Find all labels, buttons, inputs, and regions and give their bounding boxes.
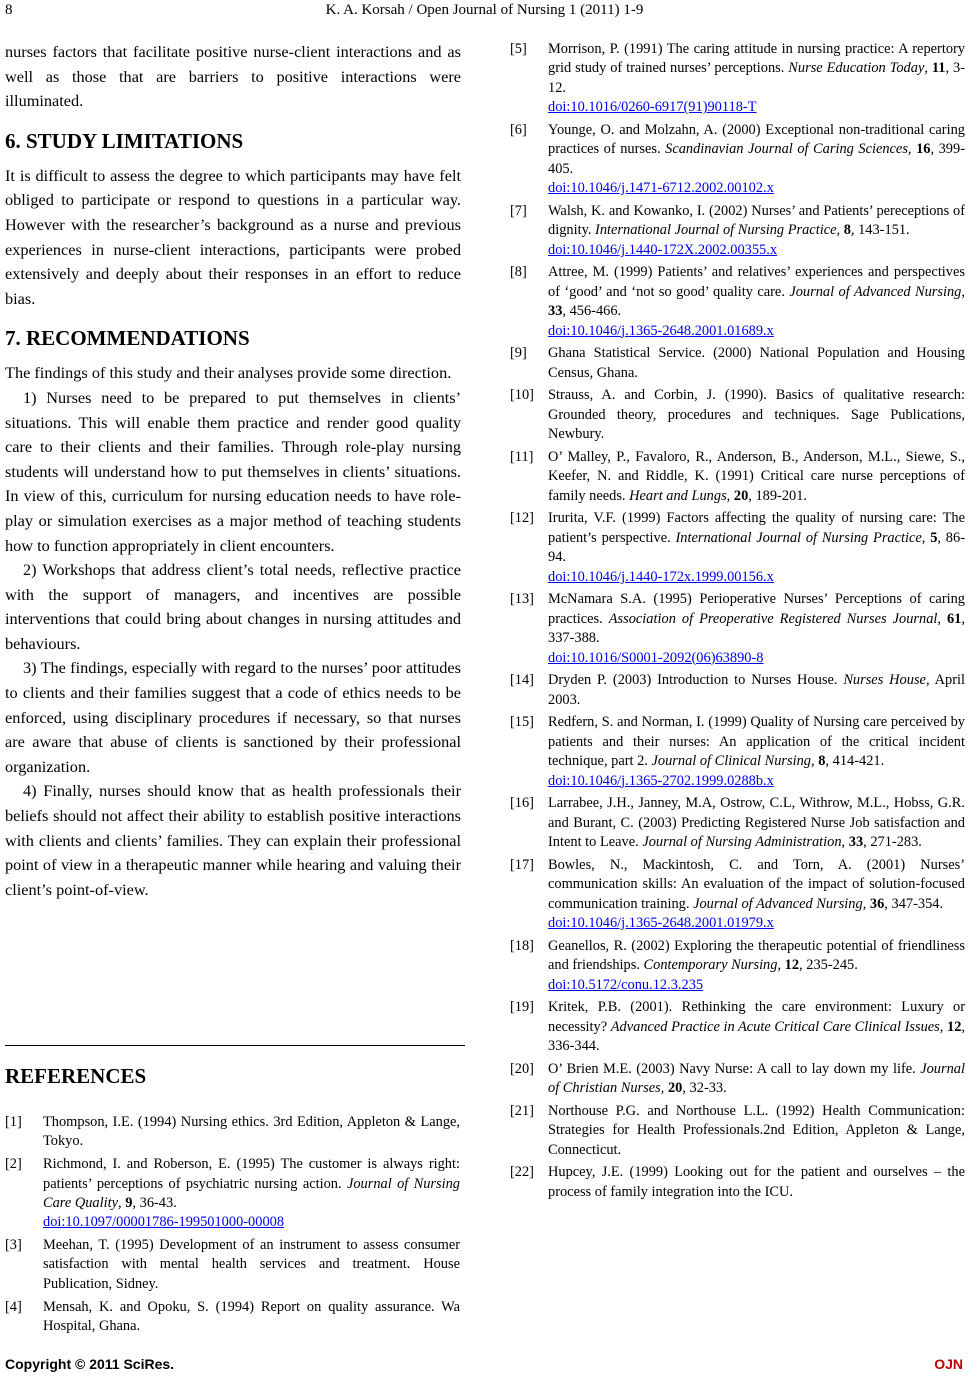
reference-pages: , 36-43. — [132, 1194, 177, 1211]
reference-number: [3] — [5, 1237, 22, 1254]
reference-volume: 20 — [667, 1080, 683, 1097]
reference-text: Walsh, K. and Kowanko, I. (2002) Nurses’ and Patients’ pereceptions of dignity. International Journal of Nursing Practice, 8, 143-151. doi:10.1046/j.1440-172X.2002.00355.x — [548, 202, 965, 258]
reference-number: [6] — [510, 121, 527, 138]
reference-text: Geanellos, R. (2002) Exploring the therapeutic potential of friendliness and friendships. Contemporary Nursing, 12, 235-245. doi:10.5172/conu.12.3.235 — [548, 937, 965, 993]
reference-journal: Association of Preoperative Registered Nurses Journal — [608, 610, 938, 627]
reference-number: [12] — [510, 510, 534, 527]
reference-item — [510, 1060, 965, 1099]
reference-journal: Advanced Practice in Acute Critical Care Clinical Issues — [610, 1018, 940, 1035]
reference-number: [7] — [510, 202, 527, 219]
reference-volume: 33 — [548, 303, 563, 320]
reference-item — [510, 856, 965, 934]
doi-link[interactable]: doi:10.1046/j.1365-2648.2001.01979.x — [548, 915, 774, 932]
reference-citation: Bowles, N., Mackintosh, C. and Torn, A. (2001) Nurses’ communication skills: An evaluation of the impact of solution-focused communication training. — [548, 856, 965, 912]
reference-item — [510, 202, 965, 260]
reference-number: [8] — [510, 264, 527, 281]
reference-text: Attree, M. (1999) Patients’ and relatives’ experiences and perspectives of ‘good’ and ‘not so good’ quality care. Journal of Advanced Nursing, 33, 456-466. doi:10.1046/j.1365-2648.2001.01689.x — [548, 264, 965, 339]
reference-citation: Ghana Statistical Service. (2000) National Population and Housing Census, Ghana. — [548, 345, 965, 381]
reference-item — [510, 121, 965, 199]
section-7-heading: 7. RECOMMENDATIONS — [5, 326, 250, 351]
reference-volume: 12 — [784, 957, 800, 974]
reference-text — [43, 1113, 460, 1152]
reference-text — [548, 671, 965, 710]
reference-item — [510, 448, 965, 506]
reference-number: [1] — [5, 1114, 22, 1130]
running-header — [0, 2, 969, 24]
reference-citation: Attree, M. (1999) Patients’ and relatives’ experiences and perspectives of ‘good’ and ‘not so good’ quality care. — [548, 264, 965, 300]
reference-text — [548, 344, 965, 383]
reference-text: Richmond, I. and Roberson, E. (1995) The customer is always right: patients’ perceptions of psychiatric nursing action. Journal of Nursing Care Quality, 9, 36-43. doi:10.1097/00001786-199501000-00008 — [43, 1156, 460, 1231]
reference-item — [510, 671, 965, 710]
reference-citation: Northouse P.G. and Northouse L.L. (1992) Health Communication: Strategies for Health Professionals.2nd Edition, Appleton & Lange, Connecticut. — [548, 1102, 965, 1158]
section-6-paragraph: It is difficult to assess the degree to which participants may have felt obliged to participate or respond to questions in a particular way. However with the researcher’s background as a nurse and previous experiences in nurse-client interactions, participants were probed extensively and deeply about their responses in an effort to reduce bias. — [5, 165, 461, 308]
reference-number: [15] — [510, 714, 534, 731]
reference-volume: 20 — [733, 487, 749, 504]
page-footer — [0, 1356, 969, 1378]
reference-pages: , 456-466. — [562, 303, 622, 320]
reference-volume: 9 — [125, 1194, 133, 1211]
reference-item — [510, 937, 965, 995]
reference-text: McNamara S.A. (1995) Perioperative Nurses’ Perceptions of caring practices. Association of Preoperative Registered Nurses Journal, 61, 337-388. doi:10.1016/S0001-2092(06)63890-8 — [548, 591, 965, 666]
reference-journal: Journal of Advanced Nursing — [693, 895, 863, 912]
reference-item — [5, 1236, 460, 1294]
reference-journal: International Journal of Nursing Practice — [595, 222, 837, 239]
reference-text — [548, 386, 965, 444]
reference-journal: Scandinavian Journal of Caring Sciences — [665, 141, 908, 158]
doi-link[interactable]: doi:10.1016/S0001-2092(06)63890-8 — [548, 649, 764, 666]
section-7-intro: The findings of this study and their analyses provide some direction. — [5, 363, 452, 383]
reference-journal: Nurses House — [843, 672, 926, 689]
reference-item — [5, 1298, 460, 1337]
reference-text: Bowles, N., Mackintosh, C. and Torn, A. (2001) Nurses’ communication skills: An evaluation of the impact of solution-focused communication training. Journal of Advanced Nursing, 36, 347-354. doi:10.1046/j.1365-2648.2001.01979.x — [548, 856, 965, 932]
reference-citation: O’ Malley, P., Favaloro, R., Anderson, B., Anderson, M.L., Siewe, S., Keefer, N. and Riddle, K. (1991) Critical care nurse perceptions of family needs. — [548, 448, 965, 504]
reference-number: [16] — [510, 795, 534, 812]
reference-citation: Larrabee, J.H., Janney, M.A, Ostrow, C.L, Withrow, M.L., Hobss, G.R. and Burant, C. (2003) Predicting Registered Nurse Job satisfaction and Intent to Leave. — [548, 795, 965, 851]
reference-citation: Strauss, A. and Corbin, J. (1990). Basics of qualitative research: Grounded theory, procedures and techniques. Sage Publications, Newbury. — [548, 387, 965, 443]
reference-item — [510, 590, 965, 668]
references-list-right — [510, 40, 965, 1206]
reference-number: [10] — [510, 387, 534, 404]
reference-citation: Thompson, I.E. (1994) Nursing ethics. 3rd Edition, Appleton & Lange, Tokyo. — [43, 1114, 460, 1150]
reference-journal: Nurse Education Today — [788, 60, 925, 77]
reference-text — [548, 1163, 965, 1202]
reference-number: [18] — [510, 937, 534, 954]
reference-number: [21] — [510, 1102, 534, 1119]
reference-pages: , 86-94. — [548, 529, 965, 566]
reference-journal: Journal of Nursing Administration — [642, 834, 842, 851]
reference-volume: 8 — [818, 753, 826, 770]
reference-text: Kritek, P.B. (2001). Rethinking the care environment: Luxury or necessity? Advanced Practice in Acute Critical Care Clinical Issues, 12, 336-344. — [548, 999, 965, 1055]
doi-link[interactable]: doi:10.1046/j.1440-172X.2002.00355.x — [548, 241, 778, 258]
reference-text: Redfern, S. and Norman, I. (1999) Quality of Nursing care perceived by patients and their nurses: An application of the critical incident technique, part 2. Journal of Clinical Nursing, 8, 414-421. doi:10.1046/j.1365-2702.1999.0288b.x — [548, 714, 965, 789]
reference-citation: Irurita, V.F. (1999) Factors affecting the quality of nursing care: The patient’s perspective. — [548, 510, 965, 546]
reference-volume: 5 — [930, 529, 938, 546]
reference-pages: , 399-405. — [548, 141, 965, 177]
reference-volume: 33 — [848, 834, 864, 851]
doi-link[interactable]: doi:10.1046/j.1440-172x.1999.00156.x — [548, 568, 774, 585]
reference-volume: 12 — [947, 1018, 962, 1035]
journal-abbreviation: OJN — [934, 1356, 963, 1372]
reference-citation: McNamara S.A. (1995) Perioperative Nurses’ Perceptions of caring practices. — [548, 591, 965, 627]
left-column — [5, 40, 461, 902]
reference-volume: 11 — [931, 60, 946, 77]
reference-item — [510, 1163, 965, 1202]
reference-item — [510, 713, 965, 791]
reference-text: Irurita, V.F. (1999) Factors affecting the quality of nursing care: The patient’s perspective. International Journal of Nursing Practice, 5, 86-94. doi:10.1046/j.1440-172x.1999.00156.x — [548, 510, 965, 585]
reference-citation: Mensah, K. and Opoku, S. (1994) Report on quality assurance. Wa Hospital, Ghana. — [43, 1298, 460, 1334]
recommendation-1: 1) Nurses need to be prepared to put themselves in clients’ situations. This will enable them practice and render good quality care to their clients and their families. Through role-play nursing students will understand how to put themselves in clients’ situations. In view of this, curriculum for nursing education needs to have role-play or simulation exercises as a major method of teaching students how to function appropriately in client encounters. — [5, 387, 461, 555]
reference-pages: , 336-344. — [548, 1018, 965, 1055]
reference-citation: Meehan, T. (1995) Development of an instrument to assess consumer satisfaction with mental health services and treatment. House Publication, Sidney. — [43, 1237, 460, 1292]
reference-text: O’ Malley, P., Favaloro, R., Anderson, B., Anderson, M.L., Siewe, S., Keefer, N. and Riddle, K. (1991) Critical care nurse perceptions of family needs. Heart and Lungs, 20, 189-201. — [548, 448, 965, 504]
reference-citation: Richmond, I. and Roberson, E. (1995) The customer is always right: patients’ perceptions of psychiatric nursing action. — [43, 1156, 460, 1192]
reference-citation: Dryden P. (2003) Introduction to Nurses House. — [548, 672, 844, 689]
reference-text — [548, 1102, 965, 1160]
reference-citation: O’ Brien M.E. (2003) Navy Nurse: A call to lay down my life. — [548, 1060, 921, 1077]
references-list-left — [5, 1113, 460, 1340]
reference-volume: 8 — [843, 222, 851, 239]
reference-citation: Hupcey, J.E. (1999) Looking out for the patient and ourselves – the process of family integration into the ICU. — [548, 1164, 965, 1200]
reference-journal: Heart and Lungs — [629, 487, 727, 504]
reference-citation: Kritek, P.B. (2001). Rethinking the care environment: Luxury or necessity? — [548, 999, 965, 1035]
reference-number: [20] — [510, 1060, 534, 1077]
reference-item — [5, 1155, 460, 1233]
reference-text: Morrison, P. (1991) The caring attitude in nursing practice: A repertory grid study of trained nurses’ perceptions. Nurse Education Today, 11, 3-12. doi:10.1016/0260-6917(91)90118-T — [548, 41, 965, 116]
recommendation-4: 4) Finally, nurses should know that as health professionals their beliefs should not affect their ability to establish positive interactions with clients and clients’ families. They can explain their professional point of view in a therapeutic manner while hearing and valuing their client’s point-of-view. — [5, 781, 461, 899]
reference-number: [4] — [5, 1298, 22, 1315]
reference-citation: Geanellos, R. (2002) Exploring the therapeutic potential of friendliness and friendships. — [548, 937, 965, 974]
doi-link[interactable]: doi:10.1046/j.1365-2702.1999.0288b.x — [548, 772, 774, 789]
reference-pages: , 414-421. — [825, 753, 885, 770]
reference-pages: , 347-354. — [884, 895, 944, 912]
reference-text — [43, 1236, 460, 1294]
reference-item — [510, 509, 965, 587]
copyright-notice: Copyright © 2011 SciRes. — [5, 1356, 175, 1372]
reference-number: [5] — [510, 41, 527, 57]
reference-text: Larrabee, J.H., Janney, M.A, Ostrow, C.L, Withrow, M.L., Hobss, G.R. and Burant, C. (2003) Predicting Registered Nurse Job satisfaction and Intent to Leave. Journal of Nursing Administration, 33, 271-283. — [548, 795, 965, 851]
page-number: 8 — [5, 2, 13, 18]
reference-pages: , 143-151. — [850, 222, 910, 239]
reference-pages: , 189-201. — [748, 487, 808, 504]
reference-number: [9] — [510, 345, 527, 362]
reference-volume: 16 — [916, 141, 931, 158]
references-heading: REFERENCES — [5, 1064, 147, 1088]
reference-item — [510, 1102, 965, 1160]
intro-paragraph: nurses factors that facilitate positive nurse-client interactions and as well as those that are barriers to positive interactions were illuminated. — [5, 42, 461, 111]
reference-item — [510, 40, 965, 118]
reference-journal: Journal of Christian Nurses — [548, 1060, 965, 1097]
references-divider — [5, 1045, 465, 1046]
doi-link[interactable]: doi:10.1016/0260-6917(91)90118-T — [548, 99, 757, 116]
reference-item — [510, 794, 965, 852]
reference-journal: International Journal of Nursing Practice — [675, 529, 922, 546]
reference-journal: Journal of Nursing Care Quality — [43, 1175, 460, 1211]
reference-number: [19] — [510, 999, 534, 1016]
reference-pages: , April 2003. — [548, 672, 965, 708]
reference-pages: , 271-283. — [863, 834, 922, 851]
reference-item — [5, 1113, 460, 1152]
reference-pages: , 3-12. — [548, 60, 965, 96]
reference-number: [14] — [510, 672, 534, 689]
reference-item — [510, 344, 965, 383]
reference-number: [13] — [510, 591, 534, 608]
reference-item — [510, 998, 965, 1056]
reference-pages: , 235-245. — [799, 957, 858, 974]
reference-journal: Journal of Clinical Nursing — [651, 753, 812, 770]
running-head-title: K. A. Korsah / Open Journal of Nursing 1 (2011) 1-9 — [325, 2, 644, 18]
reference-item — [510, 263, 965, 341]
reference-pages: , 337-388. — [548, 610, 965, 647]
reference-pages: , 32-33. — [682, 1080, 727, 1097]
reference-journal: Journal of Advanced Nursing — [789, 283, 962, 300]
reference-citation: Walsh, K. and Kowanko, I. (2002) Nurses’ and Patients’ pereceptions of dignity. — [548, 202, 965, 239]
reference-number: [17] — [510, 856, 534, 873]
reference-text: Younge, O. and Molzahn, A. (2000) Exceptional non-traditional caring practices of nurses. Scandinavian Journal of Caring Sciences, 16, 399-405. doi:10.1046/j.1471-6712.2002.00102.x — [548, 121, 965, 197]
reference-citation: Redfern, S. and Norman, I. (1999) Quality of Nursing care perceived by patients and their nurses: An application of the critical incident technique, part 2. — [548, 714, 965, 770]
reference-text — [43, 1298, 460, 1337]
doi-link[interactable]: doi:10.5172/conu.12.3.235 — [548, 976, 704, 993]
reference-number: [22] — [510, 1164, 534, 1181]
reference-citation: Morrison, P. (1991) The caring attitude in nursing practice: A repertory grid study of trained nurses’ perceptions. — [548, 41, 965, 77]
doi-link[interactable]: doi:10.1046/j.1471-6712.2002.00102.x — [548, 180, 774, 197]
recommendation-3: 3) The findings, especially with regard to the nurses’ poor attitudes to clients and their families suggest that a code of ethics needs to be enforced, using disciplinary procedures if necessary, so that nurses are aware that abuse of clients is sanctioned by their professional organization. — [5, 658, 461, 776]
reference-citation: Younge, O. and Molzahn, A. (2000) Exceptional non-traditional caring practices of nurses. — [548, 121, 965, 158]
doi-link[interactable]: doi:10.1046/j.1365-2648.2001.01689.x — [548, 322, 774, 339]
recommendation-2: 2) Workshops that address client’s total needs, reflective practice with the support of managers, and incentives are possible interventions that could bring about changes in nursing attitudes and behaviours. — [5, 560, 461, 653]
section-6-heading: 6. STUDY LIMITATIONS — [5, 128, 244, 153]
reference-volume: 36 — [869, 895, 885, 912]
reference-text: O’ Brien M.E. (2003) Navy Nurse: A call to lay down my life. Journal of Christian Nurses, 20, 32-33. — [548, 1060, 965, 1097]
reference-volume: 61 — [946, 610, 962, 627]
reference-number: [2] — [5, 1156, 22, 1173]
doi-link[interactable]: doi:10.1097/00001786-199501000-00008 — [43, 1214, 285, 1231]
reference-item — [510, 386, 965, 444]
reference-number: [11] — [510, 448, 534, 465]
reference-journal: Contemporary Nursing — [643, 957, 778, 974]
